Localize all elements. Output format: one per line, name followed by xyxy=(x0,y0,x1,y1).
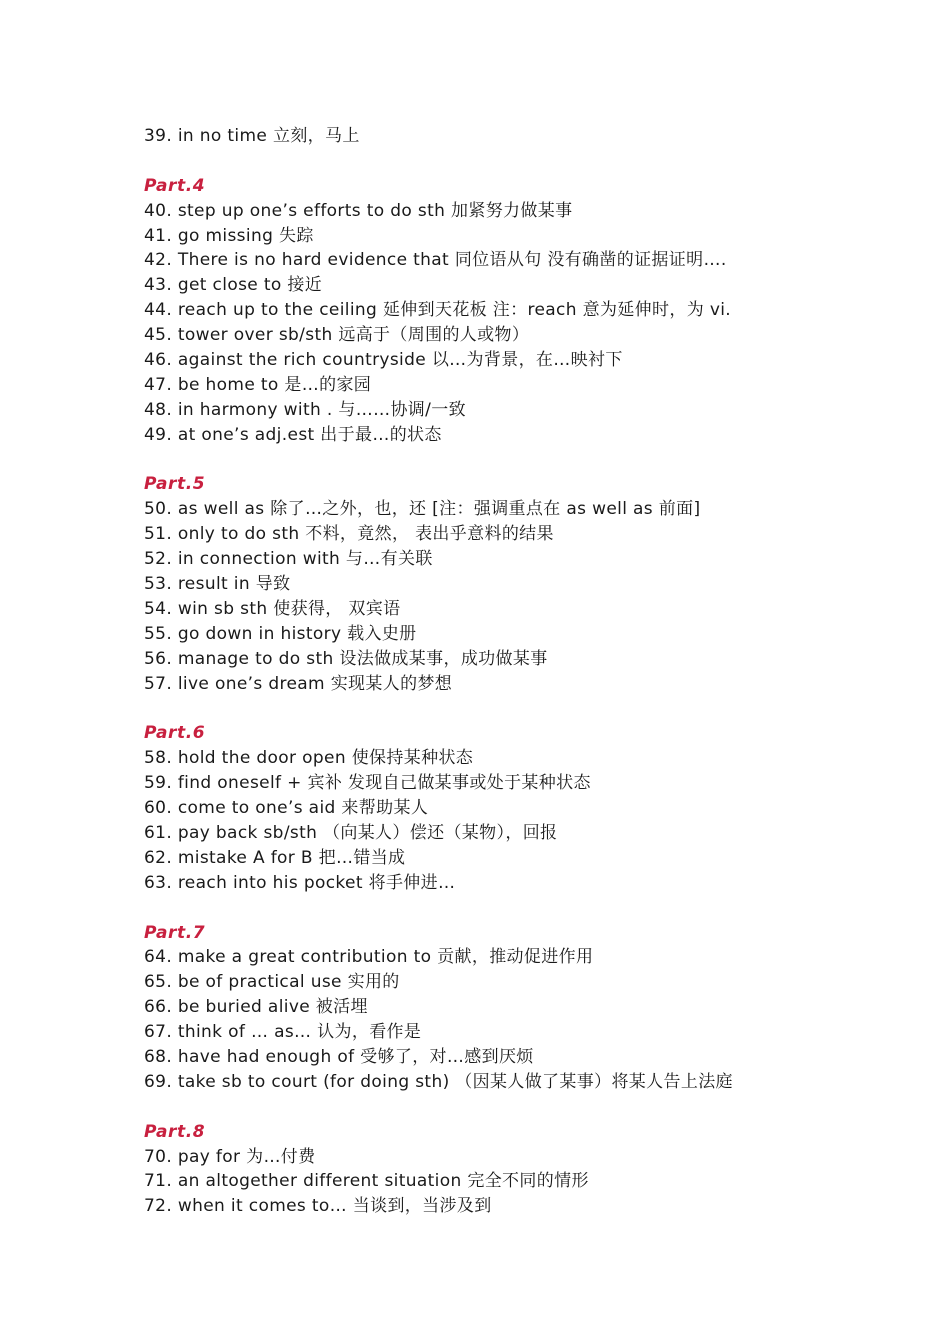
phrase-item: 46. against the rich countryside 以…为背景，在…映衬下 xyxy=(144,350,623,371)
phrase-item: 58. hold the door open 使保持某种状态 xyxy=(144,748,474,769)
part-section xyxy=(144,1120,844,1220)
phrase-item: 71. an altogether different situation 完全不同的情形 xyxy=(144,1171,589,1192)
phrase-item: 40. step up one’s efforts to do sth 加紧努力做某事 xyxy=(144,200,573,221)
phrase-item: 45. tower over sb/sth 远高于（周围的人或物） xyxy=(144,325,530,346)
phrase-item: 65. be of practical use 实用的 xyxy=(144,972,400,993)
phrase-item: 69. take sb to court (for doing sth) （因某人做了某事）将某人告上法庭 xyxy=(144,1071,733,1092)
phrase-item: 39. in no time 立刻，马上 xyxy=(144,126,360,146)
part-section xyxy=(144,174,844,448)
phrase-item: 53. result in 导致 xyxy=(144,574,291,595)
phrase-item: 41. go missing 失踪 xyxy=(144,225,314,246)
phrase-item: 47. be home to 是…的家园 xyxy=(144,374,372,395)
phrase-item: 42. There is no hard evidence that 同位语从句 没有确凿的证据证明…. xyxy=(144,250,727,271)
part-heading: Part.5 xyxy=(144,474,206,495)
phrase-item: 63. reach into his pocket 将手伸进… xyxy=(144,872,456,893)
phrase-item: 68. have had enough of 受够了，对…感到厌烦 xyxy=(144,1046,534,1067)
phrase-item: 49. at one’s adj.est 出于最…的状态 xyxy=(144,424,442,445)
part-heading: Part.8 xyxy=(144,1121,206,1142)
phrase-item: 60. come to one’s aid 来帮助某人 xyxy=(144,798,429,819)
phrase-item: 48. in harmony with . 与……协调/一致 xyxy=(144,399,466,420)
phrase-item: 64. make a great contribution to 贡献，推动促进作用 xyxy=(144,947,594,968)
phrase-item: 54. win sb sth 使获得， 双宾语 xyxy=(144,598,401,619)
phrase-item: 62. mistake A for B 把…错当成 xyxy=(144,847,406,868)
phrase-item: 67. think of … as… 认为，看作是 xyxy=(144,1022,422,1043)
phrase-item: 55. go down in history 载入史册 xyxy=(144,623,417,644)
phrase-item: 56. manage to do sth 设法做成某事，成功做某事 xyxy=(144,648,548,669)
part-section xyxy=(144,921,844,1095)
phrase-item: 72. when it comes to… 当谈到，当涉及到 xyxy=(144,1196,492,1217)
phrase-item: 51. only to do sth 不料，竟然， 表出乎意料的结果 xyxy=(144,524,554,545)
part-heading: Part.6 xyxy=(144,723,206,744)
phrase-item: 43. get close to 接近 xyxy=(144,275,323,296)
part-section xyxy=(144,721,844,895)
phrase-item: 50. as well as 除了…之外，也，还 [注：强调重点在 as well as 前面] xyxy=(144,499,701,520)
phrase-item: 44. reach up to the ceiling 延伸到天花板 注：reach 意为延伸时，为 vi. xyxy=(144,300,732,321)
phrase-item: 57. live one’s dream 实现某人的梦想 xyxy=(144,673,453,694)
phrase-item: 52. in connection with 与…有关联 xyxy=(144,549,433,570)
phrase-item: 59. find oneself + 宾补 发现自己做某事或处于某种状态 xyxy=(144,773,591,794)
phrase-item: 66. be buried alive 被活埋 xyxy=(144,997,368,1018)
part-section xyxy=(144,472,844,696)
phrase-item: 61. pay back sb/sth （向某人）偿还（某物），回报 xyxy=(144,822,558,843)
phrase-item: 70. pay for 为…付费 xyxy=(144,1146,316,1167)
part-heading: Part.4 xyxy=(144,175,206,196)
phrase-list xyxy=(144,124,844,1219)
part-heading: Part.7 xyxy=(144,922,206,943)
